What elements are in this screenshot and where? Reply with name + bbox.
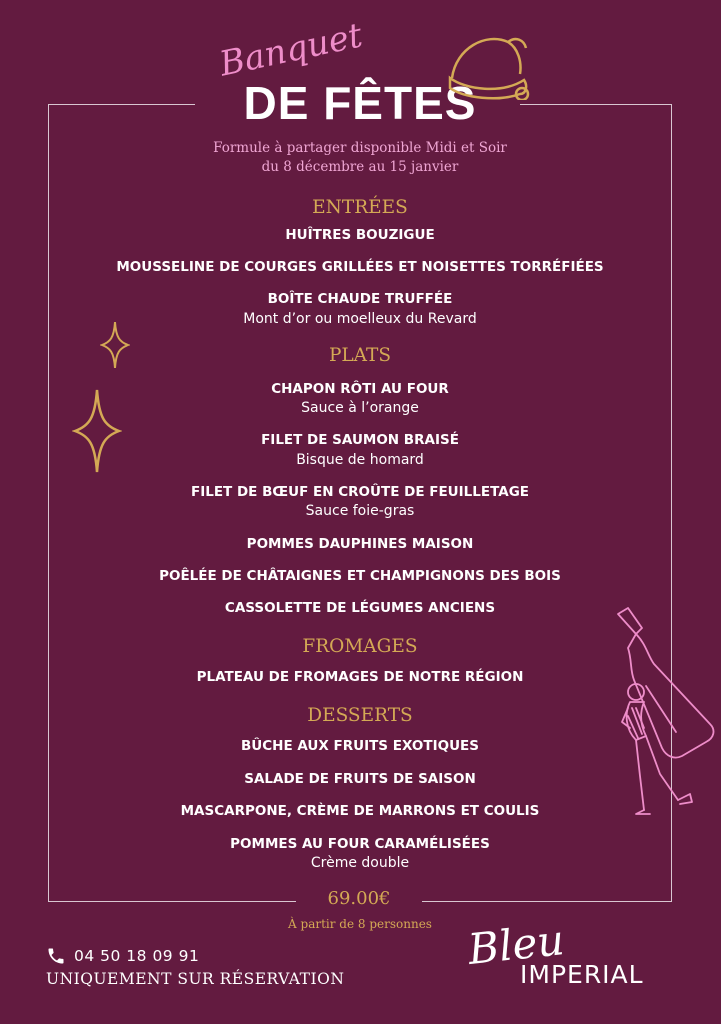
- phone-icon: [46, 946, 66, 966]
- menu-item: BÛCHE AUX FRUITS EXOTIQUES: [241, 738, 479, 754]
- sparkle-star-icon: [72, 388, 122, 474]
- banquet-script-title: Banquet: [216, 15, 366, 85]
- menu-item: HUÎTRES BOUZIGUE: [285, 227, 435, 243]
- menu-item: MASCARPONE, CRÈME DE MARRONS ET COULIS: [180, 803, 540, 819]
- section-title-entrees: ENTRÉES: [312, 197, 408, 218]
- menu-item-desc: Crème double: [310, 855, 410, 871]
- menu-item-desc: Bisque de homard: [296, 452, 424, 468]
- menu-item: POMMES DAUPHINES MAISON: [246, 536, 474, 552]
- santa-hat-icon: [446, 28, 532, 100]
- menu-item: POÊLÉE DE CHÂTAIGNES ET CHAMPIGNONS DES BOIS: [159, 568, 561, 584]
- menu-item-desc: Sauce à l’orange: [301, 400, 419, 416]
- menu-item: BOÎTE CHAUDE TRUFFÉE: [267, 291, 453, 307]
- price: 69.00€: [327, 888, 391, 909]
- brand-logo-script: Bleu: [465, 915, 567, 974]
- reservation-note: UNIQUEMENT SUR RÉSERVATION: [46, 970, 345, 988]
- subtitle-line-1: Formule à partager disponible Midi et Soir: [213, 140, 507, 156]
- subtitle-line-2: du 8 décembre au 15 janvier: [261, 159, 459, 175]
- menu-item: POMMES AU FOUR CARAMÉLISÉES: [230, 836, 490, 852]
- menu-item: SALADE DE FRUITS DE SAISON: [244, 771, 476, 787]
- price-note: À partir de 8 personnes: [288, 917, 432, 931]
- brand-logo-name: IMPERIAL: [520, 960, 644, 989]
- section-title-fromages: FROMAGES: [302, 636, 418, 657]
- phone-row[interactable]: [46, 945, 199, 967]
- menu-item: PLATEAU DE FROMAGES DE NOTRE RÉGION: [196, 669, 524, 685]
- menu-item: CHAPON RÔTI AU FOUR: [271, 381, 449, 397]
- sparkle-star-icon: [100, 320, 130, 370]
- wine-bottle-illustration: [606, 604, 718, 818]
- phone-number[interactable]: 04 50 18 09 91: [74, 947, 200, 965]
- section-title-plats: PLATS: [328, 345, 392, 366]
- section-title-desserts: DESSERTS: [307, 705, 413, 726]
- menu-item: CASSOLETTE DE LÉGUMES ANCIENS: [224, 600, 496, 616]
- menu-item-desc: Sauce foie-gras: [305, 503, 415, 519]
- menu-item: FILET DE BŒUF EN CROÛTE DE FEUILLETAGE: [190, 484, 530, 500]
- menu-item: FILET DE SAUMON BRAISÉ: [261, 432, 459, 448]
- menu-item: MOUSSELINE DE COURGES GRILLÉES ET NOISETTES TORRÉFIÉES: [116, 259, 604, 275]
- page-title: DE FÊTES: [243, 77, 477, 129]
- menu-item-desc: Mont d’or ou moelleux du Revard: [243, 311, 477, 327]
